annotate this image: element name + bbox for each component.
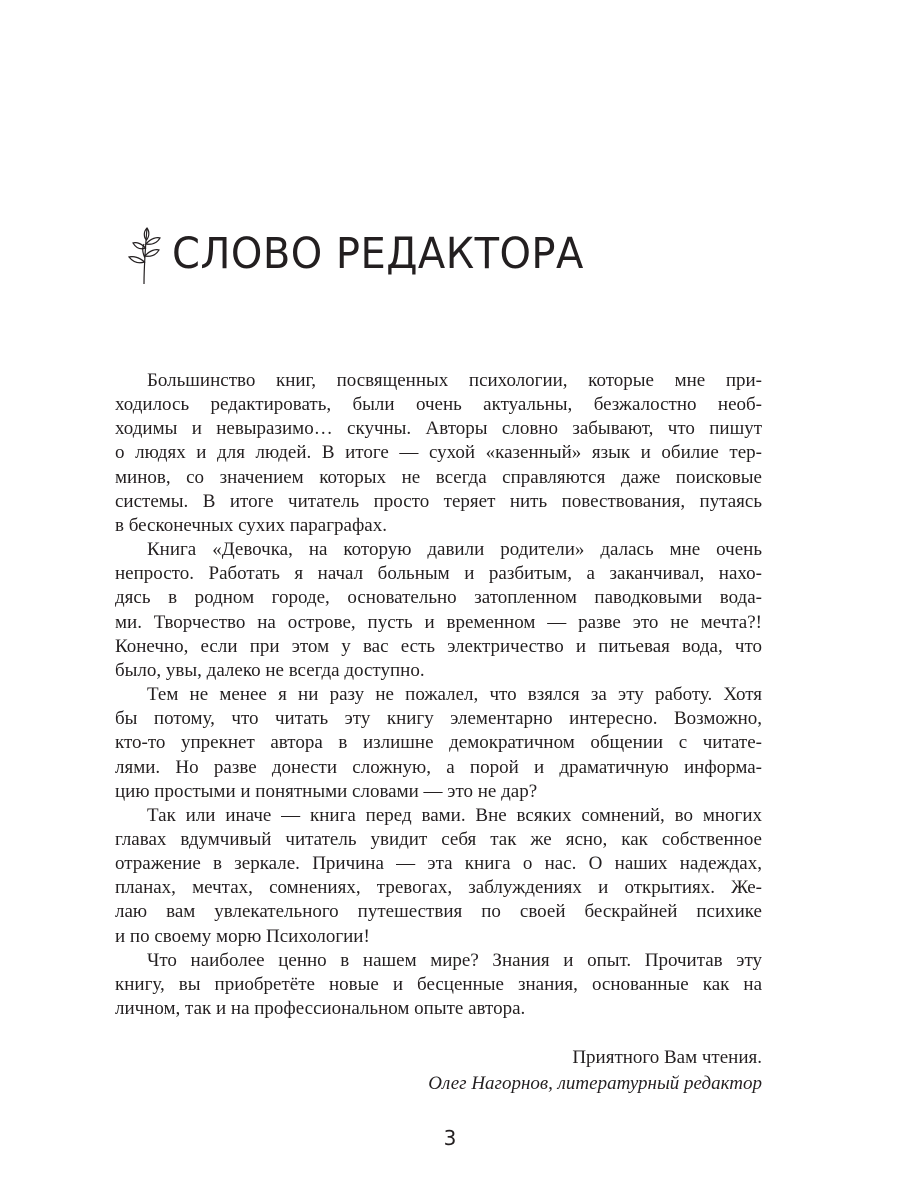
text-line: книгу, вы приобретёте новые и бесценные знания, основанные как на <box>115 973 762 995</box>
paragraph <box>115 804 762 949</box>
text-line: Конечно, если при этом у вас есть электричество и питьевая вода, что <box>115 635 762 657</box>
paragraph <box>115 538 762 683</box>
page-number: 3 <box>443 1126 457 1150</box>
body-text <box>115 369 762 1021</box>
text-line: личном, так и на профессиональном опыте автора. <box>115 998 526 1020</box>
text-line: Книга «Девочка, на которую давили родители» далась мне очень <box>147 539 762 561</box>
closing-line: Приятного Вам чтения. <box>572 1047 762 1068</box>
text-line: бы потому, что читать эту книгу элементарно интересно. Возможно, <box>115 708 762 730</box>
text-line: непросто. Работать я начал больным и разбитым, а заканчивал, нахо- <box>115 563 762 585</box>
text-line: системы. В итоге читатель просто теряет нить повествования, путаясь <box>115 490 762 512</box>
text-line: минов, со значением которых не всегда справляются даже поисковые <box>115 466 762 488</box>
text-line: и по своему морю Психологии! <box>115 925 370 947</box>
text-line: лаю вам увлекательного путешествия по своей бескрайней психике <box>115 901 762 923</box>
text-line: лями. Но разве донести сложную, а порой и драматичную информа- <box>115 756 762 778</box>
paragraph <box>115 683 762 804</box>
text-line: Что наиболее ценно в нашем мире? Знания и опыт. Прочитав эту <box>147 949 762 971</box>
text-line: ми. Творчество на острове, пусть и временном — разве это не мечта?! <box>115 611 762 633</box>
text-line: ходилось редактировать, были очень актуальны, безжалостно необ- <box>115 394 762 416</box>
page-title: СЛОВО РЕДАКТОРА <box>172 229 584 279</box>
text-line: кто-то упрекнет автора в излишне демократичном общении с читате- <box>115 732 762 754</box>
chapter-heading <box>122 222 615 286</box>
author-line: Олег Нагорнов, литературный редактор <box>428 1073 762 1094</box>
text-line: главах вдумчивый читатель увидит себя так же ясно, как собственное <box>115 828 762 850</box>
text-line: было, увы, далеко не всегда доступно. <box>115 659 425 681</box>
leaf-branch-icon <box>122 222 166 286</box>
text-line: планах, мечтах, сомнениях, тревогах, заблуждениях и открытиях. Же- <box>115 877 762 899</box>
signature-block <box>428 1045 762 1097</box>
text-line: отражение в зеркале. Причина — эта книга о нас. О наших надеждах, <box>115 853 762 875</box>
paragraph <box>115 949 762 1021</box>
text-line: Большинство книг, посвященных психологии, которые мне при- <box>147 370 762 391</box>
text-line: дясь в родном городе, основательно затопленном паводковыми вода- <box>115 587 762 609</box>
text-line: о людях и для людей. В итоге — сухой «казенный» язык и обилие тер- <box>115 442 762 464</box>
text-line: ходимы и невыразимо… скучны. Авторы словно забывают, что пишут <box>115 418 762 440</box>
text-line: цию простыми и понятными словами — это не дар? <box>115 780 538 802</box>
text-line: Тем не менее я ни разу не пожалел, что взялся за эту работу. Хотя <box>147 684 762 706</box>
text-line: в бесконечных сухих параграфах. <box>115 514 387 536</box>
text-line: Так или иначе — книга перед вами. Вне всяких сомнений, во многих <box>147 804 762 826</box>
paragraph <box>115 369 762 538</box>
